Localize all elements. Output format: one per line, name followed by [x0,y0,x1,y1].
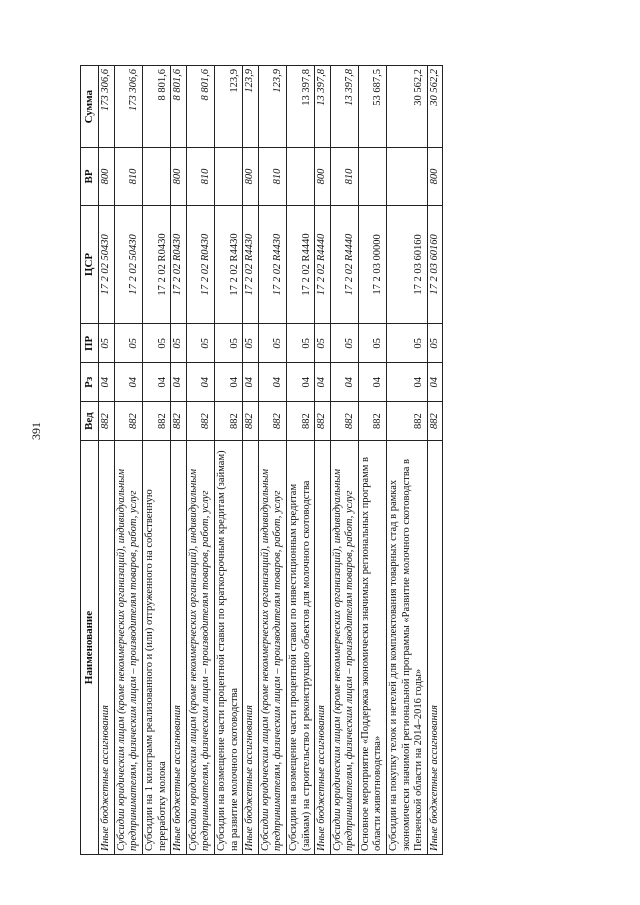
row-pr-cell: 05 [286,324,314,363]
header-pr: ПР [81,324,99,363]
row-vr-cell: 800 [99,148,115,205]
row-name-cell: Субсидии на возмещение части процентной ставки по инвестиционным кредитам (займам) на строительство и реконструкцию объектов для молочного скотоводства [286,441,314,855]
row-csr-cell: 17 2 03 60160 [427,205,443,324]
row-csr-cell: 17 2 03 60160 [387,205,428,324]
header-vr: ВР [81,148,99,205]
row-sum-cell: 30 562,2 [387,66,428,148]
row-sum-cell: 123,9 [214,66,242,148]
row-ved-cell: 882 [286,402,314,441]
row-sum-cell: 173 306,6 [99,66,115,148]
row-sum-cell: 173 306,6 [114,66,142,148]
row-csr-cell: 17 2 02 R0430 [142,205,170,324]
row-name-cell: Иные бюджетные ассигнования [427,441,443,855]
row-name-cell: Иные бюджетные ассигнования [99,441,115,855]
row-name-cell: Субсидии на 1 килограмм реализованного и (или) отгруженного на собственную переработку молока [142,441,170,855]
row-pr-cell: 05 [99,324,115,363]
row-csr-cell: 17 2 02 R4440 [286,205,314,324]
row-ved-cell: 882 [142,402,170,441]
table-row [427,66,443,855]
row-vr-cell: 800 [315,148,331,205]
row-name-cell: Субсидии юридическим лицам (кроме некоммерческих организаций), индивидуальным предпринимателям, физическим лицам – производителям товаров, работ, услуг [186,441,214,855]
row-ved-cell: 882 [114,402,142,441]
row-ved-cell: 882 [171,402,187,441]
row-rz-cell: 04 [243,363,259,402]
row-csr-cell: 17 2 02 R4430 [258,205,286,324]
row-csr-cell: 17 2 02 50430 [114,205,142,324]
rotated-table-container [80,65,545,855]
row-rz-cell: 04 [258,363,286,402]
budget-table [80,65,443,855]
row-sum-cell: 13 397,8 [315,66,331,148]
row-pr-cell: 05 [171,324,187,363]
row-vr-cell [142,148,170,205]
row-rz-cell: 04 [214,363,242,402]
row-rz-cell: 04 [114,363,142,402]
row-vr-cell [286,148,314,205]
row-name-cell: Иные бюджетные ассигнования [243,441,259,855]
row-rz-cell: 04 [358,363,386,402]
row-ved-cell: 882 [99,402,115,441]
row-pr-cell: 05 [186,324,214,363]
row-vr-cell: 810 [186,148,214,205]
row-pr-cell: 05 [427,324,443,363]
row-ved-cell: 882 [315,402,331,441]
row-sum-cell: 8 801,6 [186,66,214,148]
header-name: Наименование [81,441,99,855]
row-ved-cell: 882 [330,402,358,441]
table-row [114,66,142,855]
row-rz-cell: 04 [171,363,187,402]
row-csr-cell: 17 2 03 00000 [358,205,386,324]
row-vr-cell: 810 [258,148,286,205]
row-sum-cell: 123,9 [258,66,286,148]
row-ved-cell: 882 [258,402,286,441]
row-rz-cell: 04 [387,363,428,402]
row-pr-cell: 05 [258,324,286,363]
row-csr-cell: 17 2 02 R4430 [214,205,242,324]
row-vr-cell [358,148,386,205]
header-csr: ЦСР [81,205,99,324]
row-vr-cell: 800 [243,148,259,205]
table-body [99,66,443,855]
row-csr-cell: 17 2 02 R0430 [171,205,187,324]
row-ved-cell: 882 [387,402,428,441]
table-row [286,66,314,855]
row-vr-cell: 800 [171,148,187,205]
row-sum-cell: 8 801,6 [171,66,187,148]
header-rz: Рз [81,363,99,402]
row-pr-cell: 05 [330,324,358,363]
row-rz-cell: 04 [286,363,314,402]
table-row [258,66,286,855]
row-csr-cell: 17 2 02 50430 [99,205,115,324]
table-row [171,66,187,855]
row-name-cell: Субсидии юридическим лицам (кроме некоммерческих организаций), индивидуальным предпринимателям, физическим лицам – производителям товаров, работ, услуг [258,441,286,855]
row-pr-cell: 05 [358,324,386,363]
row-csr-cell: 17 2 02 R0430 [186,205,214,324]
row-rz-cell: 04 [427,363,443,402]
row-pr-cell: 05 [387,324,428,363]
table-row [315,66,331,855]
table-header-row [81,66,99,855]
header-ved: Вед [81,402,99,441]
row-name-cell: Иные бюджетные ассигнования [171,441,187,855]
row-sum-cell: 123,9 [243,66,259,148]
page-number: 391 [29,422,43,440]
row-csr-cell: 17 2 02 R4440 [315,205,331,324]
row-pr-cell: 05 [142,324,170,363]
row-ved-cell: 882 [186,402,214,441]
row-sum-cell: 8 801,6 [142,66,170,148]
row-vr-cell [214,148,242,205]
row-ved-cell: 882 [358,402,386,441]
row-pr-cell: 05 [243,324,259,363]
row-ved-cell: 882 [427,402,443,441]
row-sum-cell: 13 397,8 [286,66,314,148]
table-row [186,66,214,855]
row-vr-cell: 810 [114,148,142,205]
table-row [142,66,170,855]
row-pr-cell: 05 [114,324,142,363]
row-sum-cell: 53 687,5 [358,66,386,148]
row-sum-cell: 30 562,2 [427,66,443,148]
row-ved-cell: 882 [214,402,242,441]
row-vr-cell [387,148,428,205]
row-vr-cell: 800 [427,148,443,205]
row-csr-cell: 17 2 02 R4430 [243,205,259,324]
row-name-cell: Основное мероприятие «Поддержка экономически значимых региональных программ в области животноводства» [358,441,386,855]
row-rz-cell: 04 [99,363,115,402]
table-row [99,66,115,855]
row-name-cell: Субсидии юридическим лицам (кроме некоммерческих организаций), индивидуальным предпринимателям, физическим лицам – производителям товаров, работ, услуг [114,441,142,855]
row-csr-cell: 17 2 02 R4440 [330,205,358,324]
table-row [214,66,242,855]
row-pr-cell: 05 [214,324,242,363]
row-name-cell: Иные бюджетные ассигнования [315,441,331,855]
table-row [243,66,259,855]
row-rz-cell: 04 [330,363,358,402]
table-row [358,66,386,855]
row-rz-cell: 04 [315,363,331,402]
table-row [387,66,428,855]
table-row [330,66,358,855]
row-name-cell: Субсидии юридическим лицам (кроме некоммерческих организаций), индивидуальным предпринимателям, физическим лицам – производителям товаров, работ, услуг [330,441,358,855]
row-pr-cell: 05 [315,324,331,363]
row-name-cell: Субсидии на покупку телок и нетелей для комплектования товарных стад в рамках экономически значимой региональной программы «Развитие молочного скотоводства в Пензенской области на 2014–2016 годы» [387,441,428,855]
row-rz-cell: 04 [186,363,214,402]
header-sum: Сумма [81,66,99,148]
row-name-cell: Субсидии на возмещение части процентной ставки по краткосрочным кредитам (займам) на развитие молочного скотоводства [214,441,242,855]
row-sum-cell: 13 397,8 [330,66,358,148]
row-vr-cell: 810 [330,148,358,205]
row-rz-cell: 04 [142,363,170,402]
row-ved-cell: 882 [243,402,259,441]
